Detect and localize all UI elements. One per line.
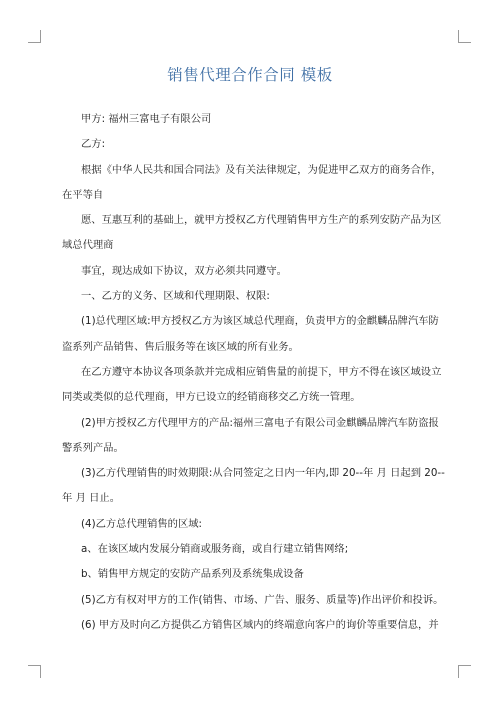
paragraph-line: 年 月 日止。	[62, 492, 121, 505]
crop-mark-bottom-right	[458, 665, 471, 678]
crop-mark-bottom-left	[28, 665, 41, 678]
document-body	[62, 112, 445, 643]
paragraph-line: 在平等自	[62, 188, 104, 201]
paragraph-line: (1)总代理区域:甲方授权乙方为该区域总代理商，负责甲方的金麒麟品牌汽车防	[81, 315, 439, 328]
paragraph-line: 甲方: 福州三富电子有限公司	[81, 113, 212, 125]
document-title: 销售代理合作合同 模板	[167, 66, 333, 84]
crop-mark-top-left	[28, 30, 41, 43]
paragraph-line: (5)乙方有权对甲方的工作(销售、市场、广告、服务、质量等)作出评价和投诉。	[81, 593, 444, 606]
paragraph-line: 同类或类似的总代理商，甲方已设立的经销商移交乙方统一管理。	[62, 391, 361, 404]
paragraph-line: (4)乙方总代理销售的区域:	[81, 517, 203, 530]
paragraph-line: b、销售甲方规定的安防产品系列及系统集成设备	[81, 568, 304, 581]
paragraph-line: 根据《中华人民共和国合同法》及有关法律规定，为促进甲乙双方的商务合作，	[81, 163, 442, 176]
paragraph-line: 一、乙方的义务、区域和代理期限、权限:	[81, 290, 270, 303]
paragraph-line: a、在该区域内发展分销商或服务商，或自行建立销售网络;	[81, 543, 349, 556]
paragraph-line: 愿、互惠互利的基础上，就甲方授权乙方代理销售甲方生产的系列安防产品为区	[81, 214, 442, 227]
paragraph-line: (3)乙方代理销售的时效期限:从合同签定之日内一年内,即 20--年 月 日起到 20--	[81, 467, 445, 480]
paragraph-line: 域总代理商	[62, 239, 114, 252]
paragraph-line: 盗系列产品销售、售后服务等在该区域的所有业务。	[62, 340, 299, 353]
paragraph-line: (6) 甲方及时向乙方提供乙方销售区域内的终端意向客户的询价等重要信息，并	[81, 618, 439, 631]
paragraph-line: 警系列产品。	[62, 441, 124, 454]
paragraph-line: 在乙方遵守本协议各项条款并完成相应销售量的前提下，甲方不得在该区域设立	[81, 365, 442, 378]
crop-mark-top-right	[458, 30, 471, 43]
paragraph-line: (2)甲方授权乙方代理甲方的产品:福州三富电子有限公司金麒麟品牌汽车防盗报	[81, 416, 439, 429]
paragraph-line: 乙方:	[81, 138, 106, 151]
paragraph-line: 事宜，现达成如下协议，双方必须共同遵守。	[81, 264, 287, 277]
